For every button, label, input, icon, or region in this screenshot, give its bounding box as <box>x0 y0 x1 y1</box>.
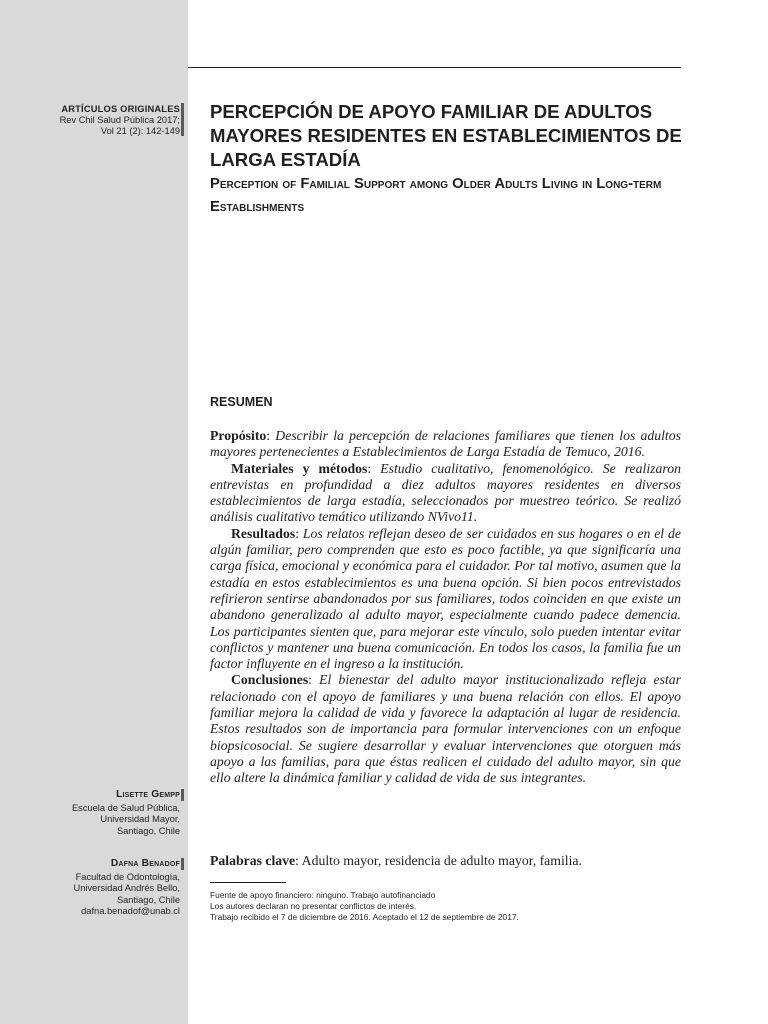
keywords-label: Palabras clave <box>210 853 296 868</box>
footnote-conflicts: Los autores declaran no presentar conflictos de interés. <box>210 901 417 911</box>
abstract-conclusions: Conclusiones: El bienestar del adulto mayor institucionalizado refleja estar relacionado con el apoyo de familiares y una buena relación con ellos. El apoyo familiar mejora la calidad de vida y favorece la adaptación al lugar de residencia. Estos resultados son de importancia para formular intervenciones con un enfoque biopsicosocial. Se sugiere desarrollar y evaluar intervenciones que otorguen más apoyo a las familias, para que éstas realicen el cuidado del adulto mayor, sin que ello altere la dinámica familiar y calidad de vida de sus integrantes. <box>210 672 681 786</box>
citation-line-1: Rev Chil Salud Pública 2017; <box>59 115 180 126</box>
results-label: Resultados <box>231 525 296 541</box>
author-affiliation-line: Escuela de Salud Pública, <box>71 803 180 814</box>
conclusions-text: El bienestar del adulto mayor institucionalizado refleja estar relacionado con el apoyo de familiares y una buena relación con ellos. El apoyo familiar mejora la calidad de vida y favorece la adaptación al lugar de residencia. Estos resultados son de importancia para formular intervenciones con un enfoque biopsicosocial. Se sugiere desarrollar y evaluar intervenciones que otorguen más apoyo a las familias, para que éstas realicen el cuidado del adulto mayor, sin que ello altere la dinámica familiar y calidad de vida de sus integrantes. <box>210 672 681 786</box>
author-affiliation-line: Universidad Andrés Bello, <box>73 883 180 894</box>
methods-text: Estudio cualitativo, fenomenológico. Se realizaron entrevistas en profundidad a diez adultos mayores residentes en diversos establecimientos de larga estadía, seleccionados por muestreo teórico. Se realizó análisis cualitativo temático utilizando NVivo11. <box>210 460 681 525</box>
citation-line-2: Vol 21 (2): 142-149 <box>100 126 180 137</box>
purpose-text: Describir la percepción de relaciones familiares que tienen los adultos mayores pertenecientes a Establecimientos de Larga Estadía de Temuco, 2016. <box>210 428 681 460</box>
author-2 <box>20 858 180 917</box>
author-affiliation-line: Universidad Mayor, <box>100 814 180 825</box>
keywords-text: Adulto mayor, residencia de adulto mayor, familia. <box>301 853 582 868</box>
author-affiliation-line: Santiago, Chile <box>116 825 180 836</box>
footnotes <box>210 890 681 923</box>
author-name: Dafna Benadof <box>110 858 180 869</box>
results-text: Los relatos reflejan deseo de ser cuidados en sus hogares o en el de algún familiar, pero comprenden que esto es poco factible, ya que significaría una carga física, emocional y económica para el cuidador. Por tal motivo, asumen que la estadía en estos establecimientos es una buena opción. Si bien pocos entrevistados refirieron sentirse abandonados por sus familiares, todos coinciden en que existe un abandono generalizado al adulto mayor, especialmente cuando padece demencia. Los participantes sienten que, para mejorar este vínculo, solo pueden intentar evitar conflictos y mantener una buena comunicación. En todos los casos, la familia fue un factor influyente en el ingreso a la institución. <box>210 525 681 672</box>
section-label: ARTÍCULOS ORIGINALES <box>61 104 180 114</box>
keywords: Palabras clave: Adulto mayor, residencia de adulto mayor, familia. <box>210 853 582 868</box>
author-1 <box>20 789 180 837</box>
author-affiliation-line: Santiago, Chile <box>116 894 180 905</box>
article-title: PERCEPCIÓN DE APOYO FAMILIAR DE ADULTOS MAYORES RESIDENTES EN ESTABLECIMIENTOS DE LARGA ESTADÍA <box>210 101 682 170</box>
journal-reference-bar <box>181 103 184 136</box>
abstract-heading: RESUMEN <box>210 395 273 409</box>
methods-label: Materiales y métodos <box>231 460 368 476</box>
footnote-funding: Fuente de apoyo financiero: ninguno. Trabajo autofinanciado <box>210 890 436 900</box>
abstract-methods: Materiales y métodos: Estudio cualitativo, fenomenológico. Se realizaron entrevistas en profundidad a diez adultos mayores residentes en diversos establecimientos de larga estadía, seleccionados por muestreo teórico. Se realizó análisis cualitativo temático utilizando NVivo11. <box>210 460 681 525</box>
author-name: Lisette Gempp <box>116 789 180 800</box>
purpose-label: Propósito <box>210 428 267 443</box>
author-2-bar <box>181 858 184 870</box>
journal-reference <box>20 104 180 138</box>
author-affiliation-line: Facultad de Odontología, <box>75 872 180 883</box>
abstract-body <box>210 428 681 787</box>
footnote-dates: Trabajo recibido el 7 de diciembre de 2016. Aceptado el 12 de septiembre de 2017. <box>210 912 519 922</box>
conclusions-label: Conclusiones <box>231 672 309 688</box>
header-rule <box>188 67 681 68</box>
author-email[interactable]: dafna.benadof@unab.cl <box>81 905 180 916</box>
footnote-rule <box>210 882 286 883</box>
author-1-bar <box>181 789 184 801</box>
article-title-english: Perception of Familial Support among Older Adults Living in Long-term Establishments <box>210 176 662 215</box>
abstract-results: Resultados: Los relatos reflejan deseo de ser cuidados en sus hogares o en el de algún familiar, pero comprenden que esto es poco factible, ya que significaría una carga física, emocional y económica para el cuidador. Por tal motivo, asumen que la estadía en estos establecimientos es una buena opción. Si bien pocos entrevistados refirieron sentirse abandonados por sus familiares, todos coinciden en que existe un abandono generalizado al adulto mayor, especialmente cuando padece demencia. Los participantes sienten que, para mejorar este vínculo, solo pueden intentar evitar conflictos y mantener una buena comunicación. En todos los casos, la familia fue un factor influyente en el ingreso a la institución. <box>210 525 681 672</box>
abstract-purpose: Propósito: Describir la percepción de relaciones familiares que tienen los adultos mayores pertenecientes a Establecimientos de Larga Estadía de Temuco, 2016. <box>210 428 681 460</box>
